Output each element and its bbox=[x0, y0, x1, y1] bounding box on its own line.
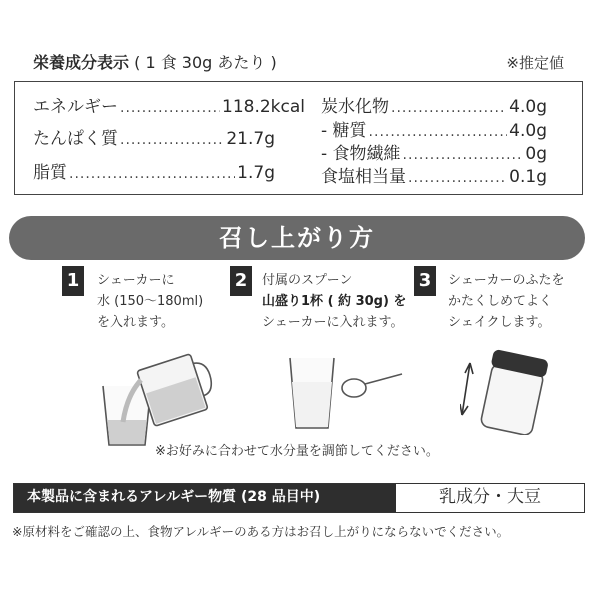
step-3-text bbox=[448, 270, 564, 333]
step-1-line-3: を入れます。 bbox=[97, 315, 174, 330]
leader-dots bbox=[120, 100, 220, 116]
nutrition-row-fiber bbox=[321, 139, 547, 164]
nutrition-value: 4.0g bbox=[509, 121, 547, 141]
nutrition-row-carbohydrate bbox=[321, 92, 547, 117]
step-2-text bbox=[262, 270, 406, 333]
nutrition-value: 118.2kcal bbox=[222, 97, 305, 117]
step-2-line-3: シェーカーに入れます。 bbox=[262, 315, 404, 330]
nutrition-label: たんぱく質 bbox=[33, 129, 118, 149]
nutrition-label: 炭水化物 bbox=[321, 97, 389, 117]
step-2-number: 2 bbox=[230, 266, 252, 296]
step-3-line-1: シェーカーのふたを bbox=[448, 273, 565, 288]
nutrition-row-sugar bbox=[321, 116, 547, 141]
how-to-heading: 召し上がり方 bbox=[9, 216, 585, 260]
nutrition-title bbox=[33, 50, 277, 73]
nutrition-value: 21.7g bbox=[226, 129, 275, 149]
allergen-label: 本製品に含まれるアレルギー物質 (28 品目中) bbox=[14, 484, 396, 512]
leader-dots bbox=[391, 100, 507, 116]
step-2-line-2: 山盛り1杯 ( 約 30g) を bbox=[262, 294, 407, 309]
nutrition-label: - 食物繊維 bbox=[321, 144, 401, 164]
estimate-note: ※推定値 bbox=[506, 54, 564, 72]
leader-dots bbox=[403, 147, 524, 163]
nutrition-title-serving: ( 1 食 30g あたり ) bbox=[134, 53, 277, 72]
pour-water-illustration bbox=[95, 340, 215, 450]
nutrition-row-protein bbox=[33, 124, 275, 149]
step-2-line-1: 付属のスプーン bbox=[262, 273, 353, 288]
step-3-line-3: シェイクします。 bbox=[448, 315, 551, 330]
nutrition-title-bold: 栄養成分表示 bbox=[33, 53, 130, 72]
leader-dots bbox=[369, 124, 508, 140]
scoop-illustration bbox=[282, 346, 412, 436]
leader-dots bbox=[408, 170, 507, 186]
nutrition-value: 0g bbox=[525, 144, 547, 164]
step-1-line-1: シェーカーに bbox=[97, 273, 175, 288]
nutrition-table bbox=[14, 81, 583, 195]
nutrition-label: 脂質 bbox=[33, 163, 67, 183]
step-1-number: 1 bbox=[62, 266, 84, 296]
nutrition-row-fat bbox=[33, 158, 275, 183]
nutrition-value: 0.1g bbox=[509, 167, 547, 187]
shaker-illustration bbox=[460, 345, 555, 435]
step-3-line-2: かたくしめてよく bbox=[448, 294, 553, 309]
allergen-bar bbox=[13, 483, 585, 513]
leader-dots bbox=[69, 166, 235, 182]
allergy-footnote: ※原材料をご確認の上、食物アレルギーのある方はお召し上がりにならないでください。 bbox=[12, 524, 510, 539]
step-1-line-2: 水 (150〜180ml) bbox=[97, 294, 204, 309]
water-amount-tip: ※お好みに合わせて水分量を調節してください。 bbox=[155, 444, 439, 459]
step-3-number: 3 bbox=[414, 266, 436, 296]
nutrition-value: 1.7g bbox=[237, 163, 275, 183]
nutrition-label: 食塩相当量 bbox=[321, 167, 406, 187]
nutrition-label: - 糖質 bbox=[321, 121, 367, 141]
nutrition-row-salt bbox=[321, 162, 547, 187]
nutrition-row-energy bbox=[33, 92, 305, 117]
nutrition-label: エネルギー bbox=[33, 97, 118, 117]
nutrition-value: 4.0g bbox=[509, 97, 547, 117]
step-1-text bbox=[97, 270, 203, 333]
allergen-value: 乳成分・大豆 bbox=[439, 487, 541, 507]
leader-dots bbox=[120, 132, 224, 148]
